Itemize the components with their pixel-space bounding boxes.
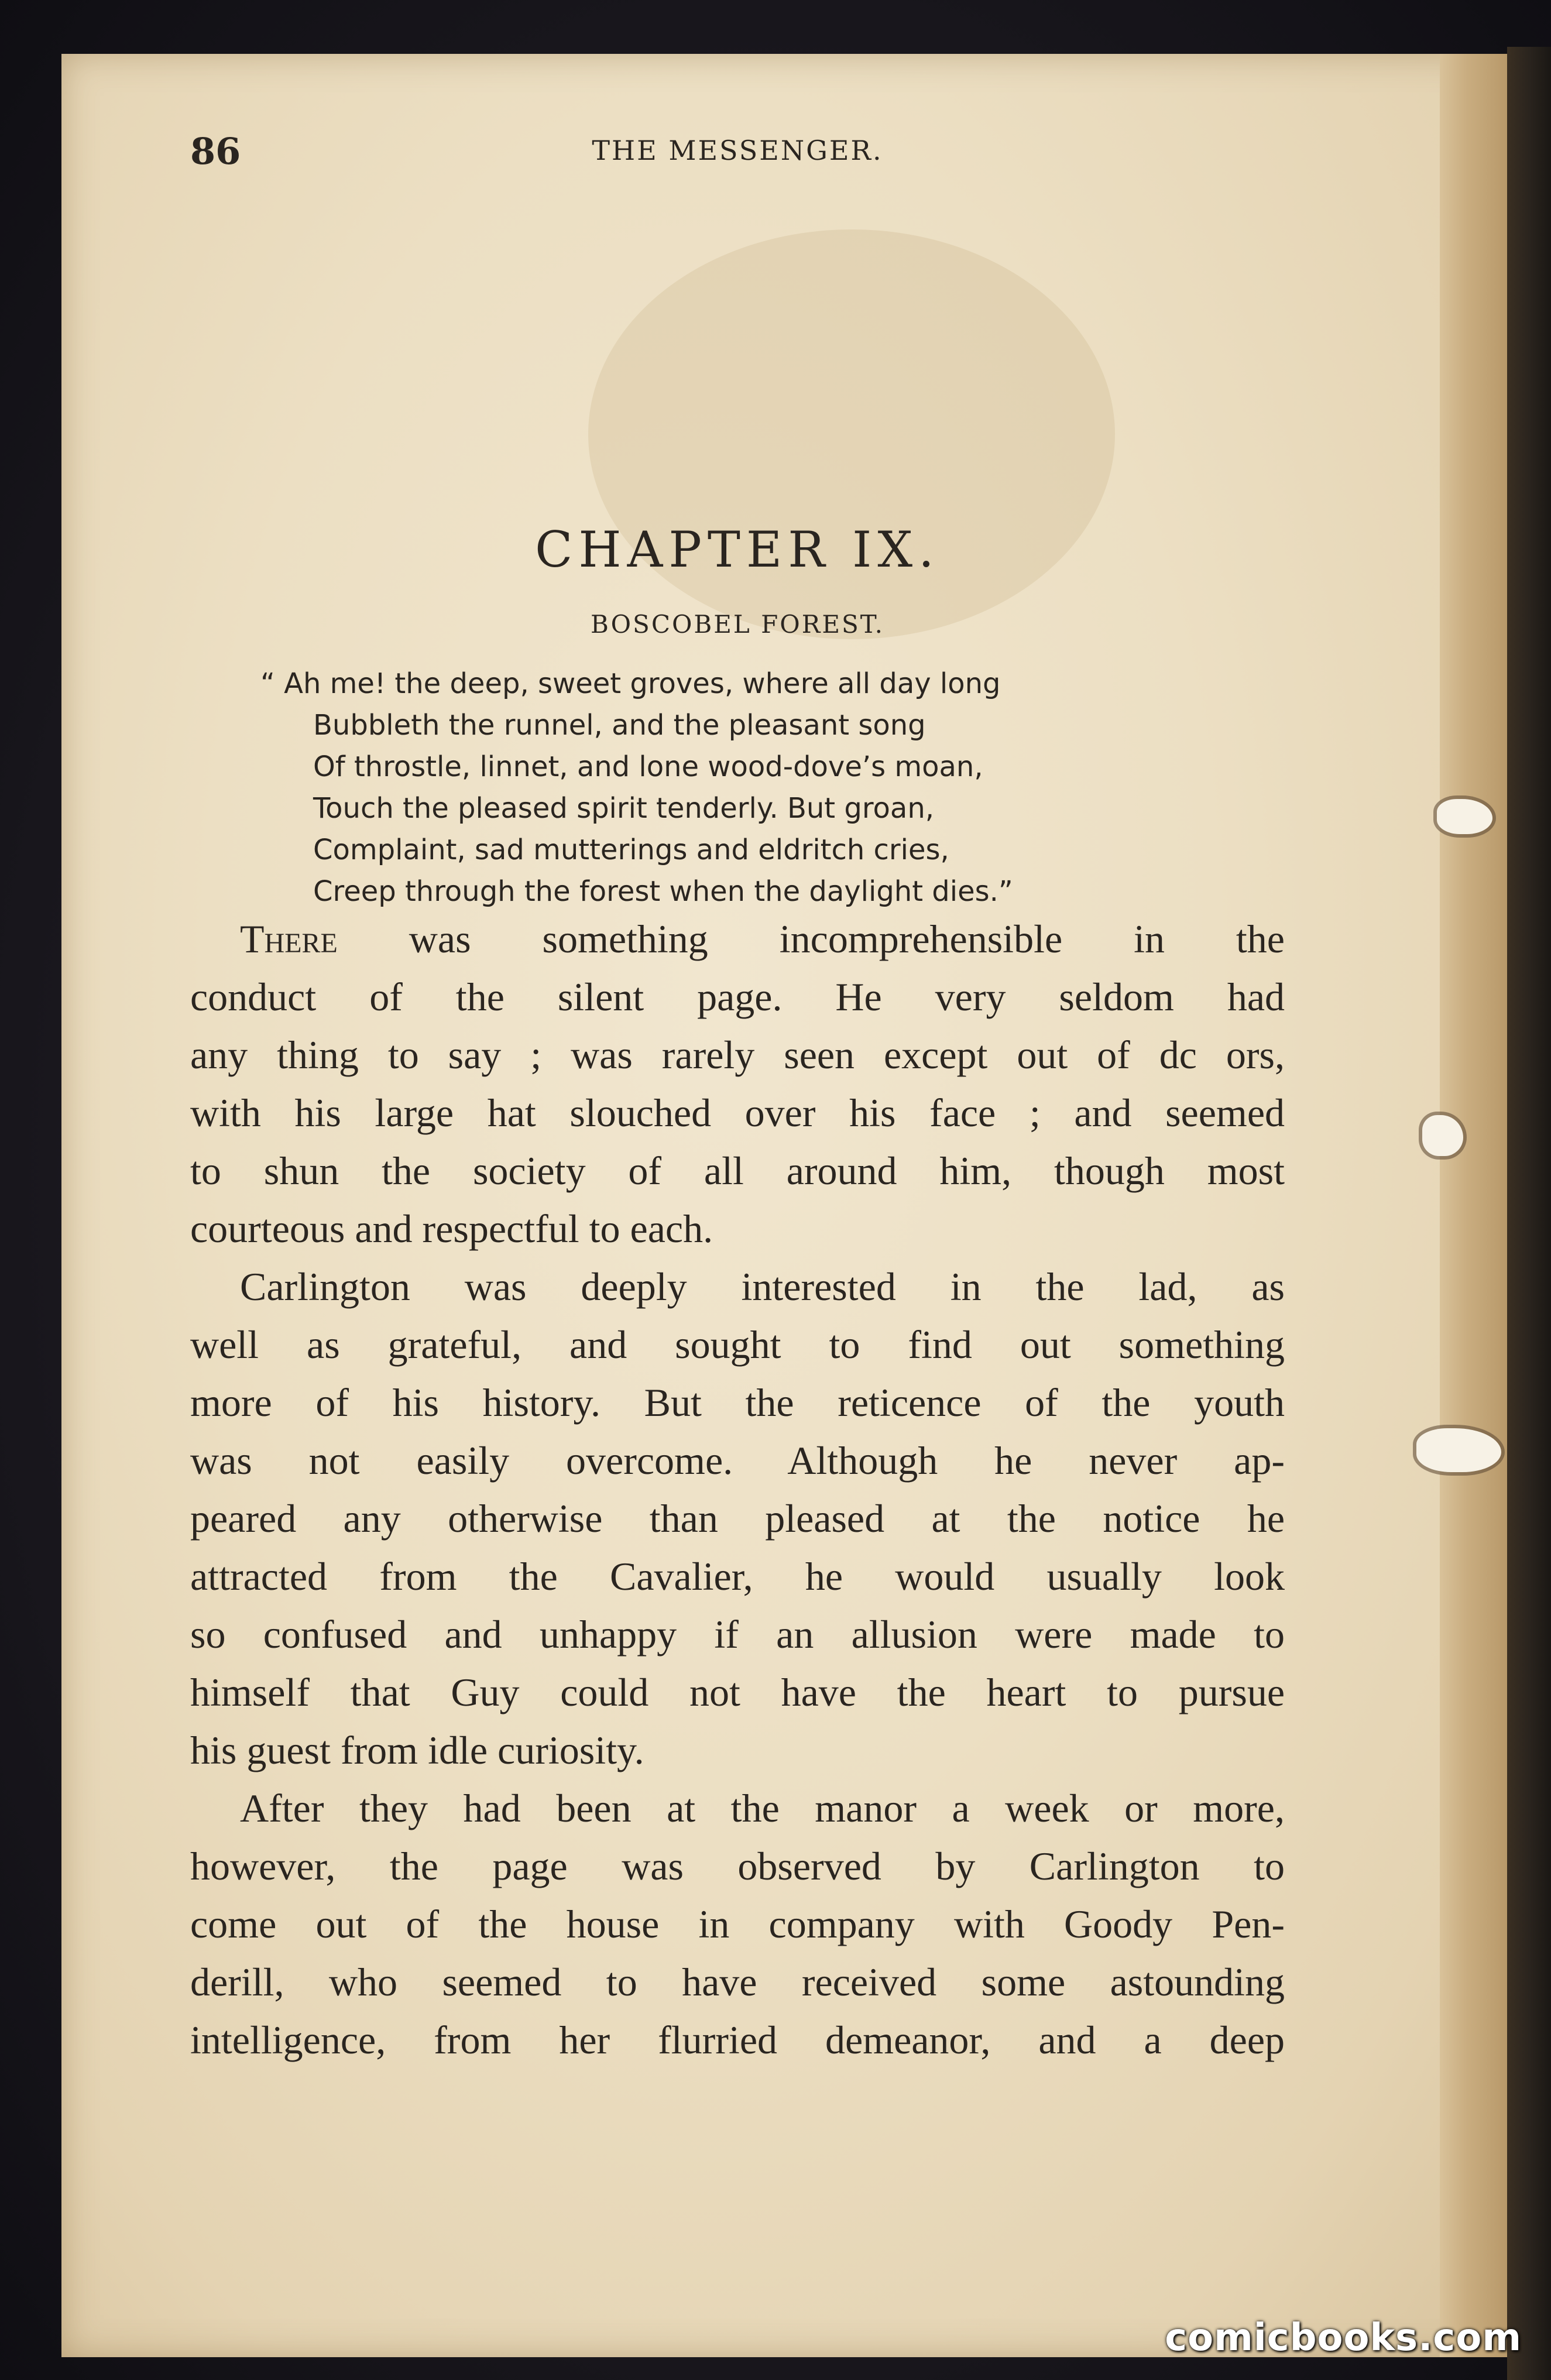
body-line: attracted from the Cavalier, he would usually look: [190, 1554, 1285, 1599]
body-line: courteous and respectful to each.: [190, 1206, 713, 1251]
body-line: come out of the house in company with Goody Pen-: [190, 1902, 1285, 1946]
epigraph-line: Of throstle, linnet, and lone wood-dove’s moan,: [313, 750, 983, 783]
page-gutter-edge: [1440, 54, 1507, 2357]
body-line: to shun the society of all around him, though most: [190, 1148, 1285, 1193]
body-line: however, the page was observed by Carlington to: [190, 1844, 1285, 1888]
body-line: Carlington was deeply interested in the lad, as: [240, 1264, 1285, 1309]
body-text: [190, 910, 1285, 2069]
epigraph: [260, 663, 1255, 913]
body-line: conduct of the silent page. He very seldom had: [190, 975, 1285, 1019]
epigraph-line: Complaint, sad mutterings and eldritch cries,: [313, 834, 949, 866]
body-line: After they had been at the manor a week or more,: [240, 1786, 1285, 1830]
running-title: THE MESSENGER.: [592, 135, 883, 166]
body-line: his guest from idle curiosity.: [190, 1728, 644, 1772]
chapter-subtitle: BOSCOBEL FOREST.: [590, 610, 884, 639]
page-number: 86: [190, 130, 241, 173]
body-line: was not easily overcome. Although he never ap-: [190, 1438, 1285, 1483]
body-line: any thing to say ; was rarely seen except out of dc ors,: [190, 1033, 1285, 1077]
body-line: with his large hat slouched over his face ; and seemed: [190, 1090, 1285, 1135]
body-line: peared any otherwise than pleased at the notice he: [190, 1496, 1285, 1541]
body-line: more of his history. But the reticence of the youth: [190, 1380, 1285, 1425]
body-line: well as grateful, and sought to find out something: [190, 1322, 1285, 1367]
body-line: derill, who seemed to have received some astounding: [190, 1960, 1285, 2004]
book-spine: [1507, 47, 1551, 2380]
epigraph-line: Bubbleth the runnel, and the pleasant song: [313, 709, 926, 742]
body-line: intelligence, from her flurried demeanor, and a deep: [190, 2018, 1285, 2062]
body-line-text: was something incomprehensible in the: [337, 917, 1285, 961]
chapter-title: CHAPTER IX.: [535, 521, 940, 578]
body-line: himself that Guy could not have the heart to pursue: [190, 1670, 1285, 1714]
epigraph-line: Creep through the forest when the daylight dies.”: [313, 875, 1013, 908]
drop-word: There: [240, 917, 338, 961]
epigraph-line: Touch the pleased spirit tenderly. But groan,: [313, 792, 934, 825]
body-line: [190, 910, 1285, 968]
running-head: [190, 130, 1285, 183]
body-line: so confused and unhappy if an allusion were made to: [190, 1612, 1285, 1657]
site-watermark: comicbooks.com: [1165, 2316, 1522, 2360]
epigraph-line: “ Ah me! the deep, sweet groves, where all day long: [260, 667, 1001, 700]
